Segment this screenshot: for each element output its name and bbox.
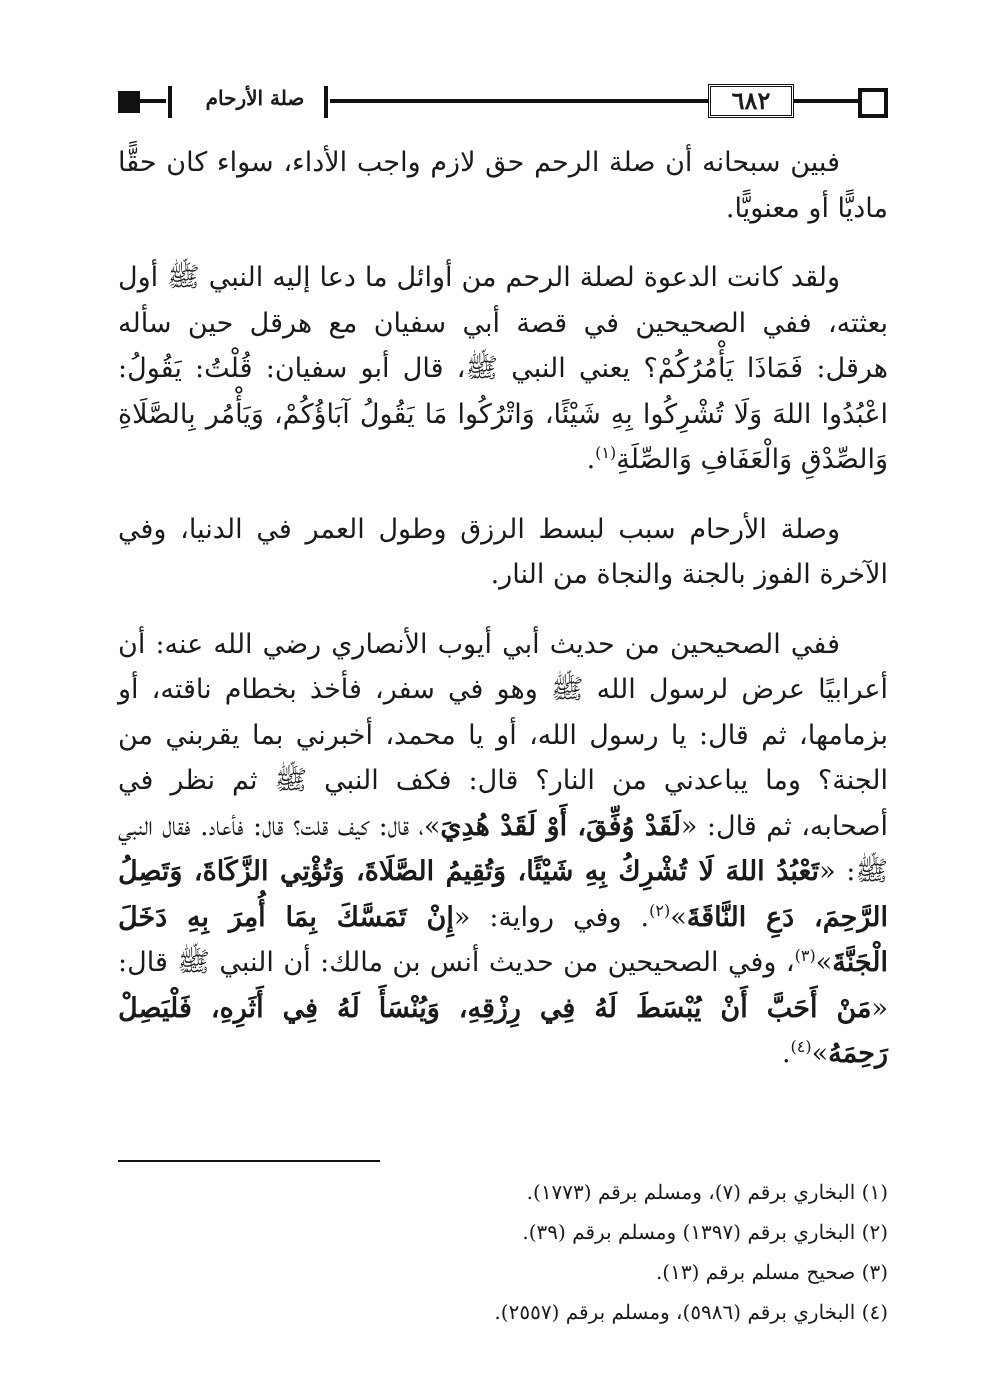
footnotes [118,1172,888,1332]
header-rule [330,99,708,103]
page-number: ٦٨٢ [708,84,794,118]
main-text [118,140,888,1077]
running-header [118,82,888,130]
paragraph-text: فبين سبحانه أن صلة الرحم حق لازم واجب الأداء، سواء كان حقًّا ماديًّا أو معنويًّا. [118,147,888,224]
book-page [118,0,888,1400]
paragraph [118,140,888,231]
punctuation: . [586,444,596,475]
paragraph-text: ولقد كانت الدعوة لصلة الرحم من أوائل ما دعا إليه النبي ﷺ أول بعثته، ففي الصحيحين في قصة أبي سفيان مع هرقل حين سأله هرقل: [118,262,888,384]
paragraph [118,507,888,598]
header-divider [168,86,172,118]
footnote-ref: (١) [595,443,617,462]
paragraph-text: ففي الصحيحين من حديث أبي أيوب الأنصاري رضي الله عنه: أن أعرابيًا عرض لرسول الله ﷺ وهو في سفر، فأخذ بخطام ناقته، أو بزمامها، ثم قال: يا رسول الله، أو يا محمد، أخبرني بما يقربني من الجنة؟ وما يباعدني من النار؟ قال: فكف النبي ﷺ ثم نظر في أصحابه، ثم قال: « [118,628,888,842]
header-ornament-left [118,91,140,113]
header-rule [794,99,858,103]
paragraph-text: ، وفي الصحيحين من حديث أنس بن مالك: أن النبي ﷺ قال: « [118,947,888,1024]
chapter-title: صلة الأرحام [205,86,305,110]
footnote: (١) البخاري برقم (٧)، ومسلم برقم (١٧٧٣). [526,1180,888,1204]
paragraph [118,255,888,483]
punctuation: . [781,1038,791,1069]
paragraph-text: . وفي رواية: « [453,901,650,933]
punctuation: » [815,947,833,978]
punctuation: » [811,1038,829,1069]
hadith-text: مَنْ أَحَبَّ أَنْ يُبْسَطَ لَهُ فِي رِزْقِهِ، وَيُنْسَأَ لَهُ فِي أَثَرِهِ، فَلْيَصِلْ رَحِمَهُ [118,992,888,1069]
hadith-text: لَقَدْ وُفِّقَ، أَوْ لَقَدْ هُدِيَ [440,810,681,842]
footnote: (٢) البخاري برقم (١٣٩٧) ومسلم برقم (٣٩). [522,1220,888,1244]
header-rule [140,99,166,103]
footnote: (٣) صحيح مسلم برقم (١٣). [655,1260,888,1284]
footnote-ref: (٤) [790,1037,812,1056]
punctuation: » [670,901,687,933]
footnote: (٤) البخاري برقم (٥٩٨٦)، ومسلم برقم (٢٥٥٧). [494,1300,888,1324]
header-ornament-right [858,88,888,118]
quote-text: فَمَاذَا يَأْمُرُكُمْ؟ [643,353,804,384]
paragraph-text: يعني النبي ﷺ، قال أبو سفيان: قُلْتُ: يَقُولُ: اعْبُدُوا اللهَ وَلَا تُشْرِكُوا بِهِ شَيْئًا، وَاتْرُكُوا مَا يَقُولُ آبَاؤُكُمْ، وَيَأْمُر بِالصَّلَاةِ وَالصِّدْقِ وَالْعَفَافِ وَالصِّلَةِ [118,353,888,475]
footnote-ref: (٢) [649,900,671,920]
paragraph [118,622,888,1077]
paragraph-text: »، قال: كيف قلت؟ قال: فأعاد. فقال النبي ﷺ: « [118,810,888,887]
hadith-text: تَعْبُدُ اللهَ لَا تُشْرِكُ بِهِ شَيْئًا، وَتُقِيمُ الصَّلَاةَ، وَتُؤْتِي الزَّكَاةَ، وَتَصِلُ الرَّحِمَ، دَعِ النَّاقَةَ [118,856,888,933]
hadith-text: إِنْ تَمَسَّكَ بِمَا أُمِرَ بِهِ دَخَلَ الْجَنَّةَ [118,901,888,978]
header-divider [324,86,328,118]
footnote-separator [118,1160,380,1162]
footnote-ref: (٣) [794,946,816,965]
paragraph-text: وصلة الأرحام سبب لبسط الرزق وطول العمر في الدنيا، وفي الآخرة الفوز بالجنة والنجاة من النار. [118,513,888,590]
